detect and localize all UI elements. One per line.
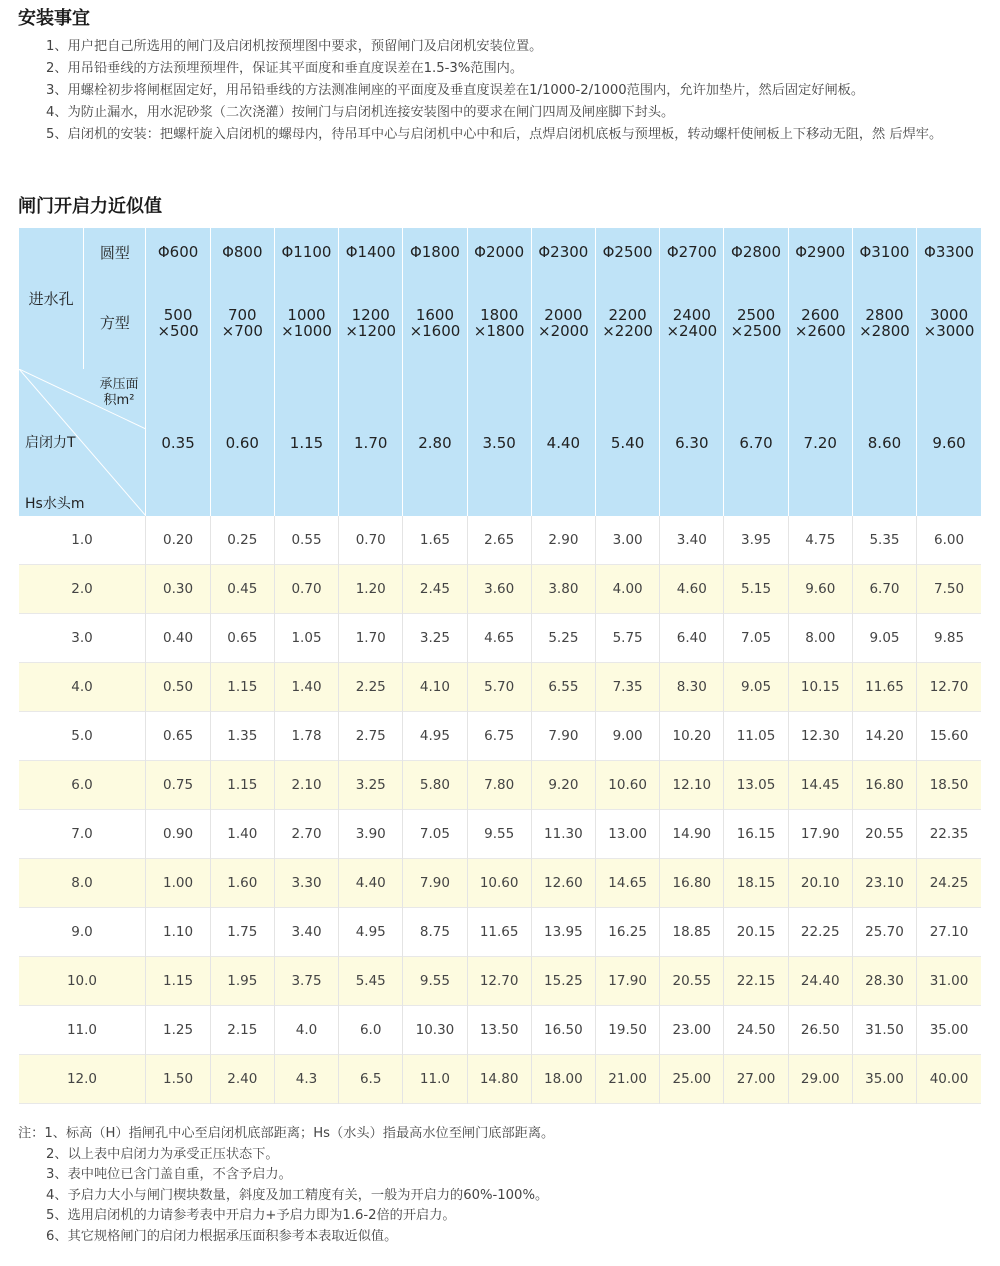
round-size: Φ800: [210, 228, 274, 276]
table-row: [19, 908, 982, 957]
square-size: 2400 ×2400: [660, 276, 724, 369]
force-value: 0.50: [146, 663, 210, 712]
round-size: Φ2300: [531, 228, 595, 276]
round-size: Φ2700: [660, 228, 724, 276]
force-value: 11.0: [403, 1055, 467, 1104]
gate-force-table: [18, 228, 981, 1104]
area-value: 1.70: [339, 369, 403, 516]
area-value: 1.15: [274, 369, 338, 516]
force-value: 5.80: [403, 761, 467, 810]
head-value: 7.0: [19, 810, 146, 859]
force-value: 26.50: [788, 1006, 852, 1055]
force-value: 8.00: [788, 614, 852, 663]
force-value: 9.00: [595, 712, 659, 761]
force-value: 13.95: [531, 908, 595, 957]
force-value: 12.30: [788, 712, 852, 761]
diagonal-corner-cell: [19, 369, 146, 516]
force-value: 14.80: [467, 1055, 531, 1104]
inlet-label: 进水孔: [19, 228, 84, 369]
force-value: 6.75: [467, 712, 531, 761]
force-value: 2.90: [531, 516, 595, 565]
force-value: 40.00: [917, 1055, 981, 1104]
force-value: 15.25: [531, 957, 595, 1006]
table-row: [19, 859, 982, 908]
force-value: 9.55: [467, 810, 531, 859]
square-size: 1000 ×1000: [274, 276, 338, 369]
table-row: [19, 761, 982, 810]
table-title: 闸门开启力近似值: [18, 196, 162, 217]
force-value: 0.75: [146, 761, 210, 810]
force-value: 1.15: [210, 761, 274, 810]
force-value: 10.60: [467, 859, 531, 908]
force-value: 1.15: [146, 957, 210, 1006]
round-size: Φ3100: [852, 228, 916, 276]
header-row-area: [19, 369, 982, 516]
force-value: 4.0: [274, 1006, 338, 1055]
force-value: 14.45: [788, 761, 852, 810]
force-value: 7.90: [531, 712, 595, 761]
install-item-2: 2、用吊铅垂线的方法预埋预埋件，保证其平面度和垂直度误差在1.5-3%范围内。: [46, 61, 524, 76]
area-value: 0.60: [210, 369, 274, 516]
force-value: 1.78: [274, 712, 338, 761]
force-value: 1.40: [274, 663, 338, 712]
force-value: 18.50: [917, 761, 981, 810]
force-value: 4.95: [339, 908, 403, 957]
force-value: 14.65: [595, 859, 659, 908]
force-value: 4.60: [660, 565, 724, 614]
head-value: 6.0: [19, 761, 146, 810]
round-size: Φ1400: [339, 228, 403, 276]
force-value: 1.05: [274, 614, 338, 663]
force-value: 18.15: [724, 859, 788, 908]
force-value: 21.00: [595, 1055, 659, 1104]
head-value: 1.0: [19, 516, 146, 565]
table-row: [19, 565, 982, 614]
table-row: [19, 1055, 982, 1104]
force-value: 1.00: [146, 859, 210, 908]
force-value: 1.70: [339, 614, 403, 663]
head-value: 3.0: [19, 614, 146, 663]
force-value: 0.65: [210, 614, 274, 663]
force-value: 25.00: [660, 1055, 724, 1104]
square-label: 方型: [84, 276, 146, 369]
force-value: 10.20: [660, 712, 724, 761]
square-size: 3000 ×3000: [917, 276, 981, 369]
force-value: 6.00: [917, 516, 981, 565]
square-size: 2600 ×2600: [788, 276, 852, 369]
force-value: 5.75: [595, 614, 659, 663]
force-value: 1.25: [146, 1006, 210, 1055]
force-value: 28.30: [852, 957, 916, 1006]
force-value: 0.90: [146, 810, 210, 859]
force-value: 2.45: [403, 565, 467, 614]
force-value: 8.75: [403, 908, 467, 957]
round-size: Φ2900: [788, 228, 852, 276]
force-value: 17.90: [595, 957, 659, 1006]
force-value: 31.00: [917, 957, 981, 1006]
head-value: 4.0: [19, 663, 146, 712]
force-value: 4.10: [403, 663, 467, 712]
square-size: 2500 ×2500: [724, 276, 788, 369]
install-instructions: [18, 36, 984, 146]
force-value: 0.25: [210, 516, 274, 565]
force-value: 11.30: [531, 810, 595, 859]
force-value: 7.80: [467, 761, 531, 810]
force-label: 启闭力T: [25, 435, 76, 451]
force-value: 16.80: [852, 761, 916, 810]
square-size: 2800 ×2800: [852, 276, 916, 369]
force-value: 12.60: [531, 859, 595, 908]
force-value: 4.00: [595, 565, 659, 614]
table-row: [19, 663, 982, 712]
force-value: 2.75: [339, 712, 403, 761]
head-value: 10.0: [19, 957, 146, 1006]
force-value: 11.05: [724, 712, 788, 761]
force-value: 1.65: [403, 516, 467, 565]
force-value: 5.35: [852, 516, 916, 565]
note-2: 2、以上表中启闭力为承受正压状态下。: [46, 1146, 279, 1162]
round-size: Φ2000: [467, 228, 531, 276]
force-value: 27.10: [917, 908, 981, 957]
force-value: 6.40: [660, 614, 724, 663]
force-value: 14.20: [852, 712, 916, 761]
force-value: 3.75: [274, 957, 338, 1006]
note-1: 注：1、标高（H）指闸孔中心至启闭机底部距离；Hs（水头）指最高水位至闸门底部距离。: [18, 1126, 555, 1141]
area-value: 2.80: [403, 369, 467, 516]
area-value: 8.60: [852, 369, 916, 516]
force-value: 0.70: [274, 565, 338, 614]
square-size: 700 ×700: [210, 276, 274, 369]
force-value: 16.50: [531, 1006, 595, 1055]
force-value: 2.25: [339, 663, 403, 712]
head-value: 5.0: [19, 712, 146, 761]
table-body: [19, 516, 982, 1104]
force-value: 3.25: [403, 614, 467, 663]
force-value: 2.10: [274, 761, 338, 810]
force-value: 9.20: [531, 761, 595, 810]
head-value: 2.0: [19, 565, 146, 614]
force-value: 24.40: [788, 957, 852, 1006]
square-size: 2000 ×2000: [531, 276, 595, 369]
note-5: 5、选用启闭机的力请参考表中开启力+予启力即为1.6-2倍的开启力。: [46, 1208, 456, 1223]
force-value: 4.3: [274, 1055, 338, 1104]
force-value: 3.80: [531, 565, 595, 614]
area-value: 9.60: [917, 369, 981, 516]
round-size: Φ1100: [274, 228, 338, 276]
install-item-5: 5、启闭机的安装：把螺杆旋入启闭机的螺母内，待吊耳中心与启闭机中心中和后，点焊启闭机底板与预埋板，转动螺杆使闸板上下移动无阻，然 后焊牢。: [46, 127, 943, 142]
table-row: [19, 516, 982, 565]
head-value: 8.0: [19, 859, 146, 908]
force-value: 0.55: [274, 516, 338, 565]
head-label: Hs水头m: [25, 496, 85, 512]
force-value: 11.65: [467, 908, 531, 957]
force-value: 9.05: [724, 663, 788, 712]
note-3: 3、表中吨位已含门盖自重，不含予启力。: [46, 1167, 292, 1182]
header-row-round: [19, 228, 982, 276]
force-value: 1.15: [210, 663, 274, 712]
force-value: 22.25: [788, 908, 852, 957]
force-value: 29.00: [788, 1055, 852, 1104]
install-title: 安装事宜: [18, 8, 90, 29]
force-value: 12.70: [467, 957, 531, 1006]
table-row: [19, 957, 982, 1006]
head-value: 12.0: [19, 1055, 146, 1104]
install-item-4: 4、为防止漏水，用水泥砂浆（二次浇灌）按闸门与启闭机连接安装图中的要求在闸门四周及闸座脚下封头。: [46, 105, 675, 120]
force-value: 22.15: [724, 957, 788, 1006]
force-value: 13.05: [724, 761, 788, 810]
install-item-1: 1、用户把自己所选用的闸门及启闭机按预埋图中要求，预留闸门及启闭机安装位置。: [46, 39, 543, 54]
force-value: 0.45: [210, 565, 274, 614]
force-value: 6.70: [852, 565, 916, 614]
force-value: 19.50: [595, 1006, 659, 1055]
force-value: 20.55: [852, 810, 916, 859]
round-label: 圆型: [84, 228, 146, 276]
force-value: 5.15: [724, 565, 788, 614]
head-value: 11.0: [19, 1006, 146, 1055]
force-value: 9.55: [403, 957, 467, 1006]
round-size: Φ2800: [724, 228, 788, 276]
force-value: 24.25: [917, 859, 981, 908]
force-value: 4.40: [339, 859, 403, 908]
area-value: 7.20: [788, 369, 852, 516]
round-size: Φ2500: [595, 228, 659, 276]
force-value: 27.00: [724, 1055, 788, 1104]
force-value: 5.25: [531, 614, 595, 663]
force-value: 16.80: [660, 859, 724, 908]
force-value: 3.00: [595, 516, 659, 565]
force-value: 0.20: [146, 516, 210, 565]
force-value: 6.55: [531, 663, 595, 712]
force-value: 20.15: [724, 908, 788, 957]
force-value: 31.50: [852, 1006, 916, 1055]
notes-block: [18, 1124, 978, 1247]
force-value: 11.65: [852, 663, 916, 712]
force-value: 25.70: [852, 908, 916, 957]
force-value: 20.10: [788, 859, 852, 908]
force-value: 2.70: [274, 810, 338, 859]
table-row: [19, 1006, 982, 1055]
force-value: 4.75: [788, 516, 852, 565]
force-value: 12.10: [660, 761, 724, 810]
force-value: 16.15: [724, 810, 788, 859]
area-value: 6.30: [660, 369, 724, 516]
square-size: 1600 ×1600: [403, 276, 467, 369]
force-value: 1.60: [210, 859, 274, 908]
force-value: 9.60: [788, 565, 852, 614]
force-value: 10.60: [595, 761, 659, 810]
force-value: 1.95: [210, 957, 274, 1006]
force-value: 10.30: [403, 1006, 467, 1055]
force-value: 17.90: [788, 810, 852, 859]
force-value: 3.25: [339, 761, 403, 810]
force-value: 9.05: [852, 614, 916, 663]
force-value: 7.05: [724, 614, 788, 663]
note-6: 6、其它规格闸门的启闭力根据承压面积参考本表取近似值。: [46, 1228, 398, 1244]
force-value: 13.00: [595, 810, 659, 859]
force-value: 3.40: [660, 516, 724, 565]
force-value: 1.50: [146, 1055, 210, 1104]
area-label: 承压面积m²: [99, 377, 139, 408]
force-value: 7.05: [403, 810, 467, 859]
area-value: 3.50: [467, 369, 531, 516]
force-value: 1.35: [210, 712, 274, 761]
force-value: 15.60: [917, 712, 981, 761]
round-size: Φ600: [146, 228, 210, 276]
force-value: 2.15: [210, 1006, 274, 1055]
force-value: 5.70: [467, 663, 531, 712]
round-size: Φ3300: [917, 228, 981, 276]
force-value: 5.45: [339, 957, 403, 1006]
force-value: 6.5: [339, 1055, 403, 1104]
force-value: 35.00: [917, 1006, 981, 1055]
force-value: 0.65: [146, 712, 210, 761]
header-row-square: [19, 276, 982, 369]
table-row: [19, 712, 982, 761]
force-value: 18.85: [660, 908, 724, 957]
area-value: 0.35: [146, 369, 210, 516]
square-size: 500 ×500: [146, 276, 210, 369]
force-value: 1.40: [210, 810, 274, 859]
square-size: 2200 ×2200: [595, 276, 659, 369]
table-row: [19, 614, 982, 663]
force-value: 7.90: [403, 859, 467, 908]
force-value: 0.30: [146, 565, 210, 614]
force-value: 12.70: [917, 663, 981, 712]
force-value: 6.0: [339, 1006, 403, 1055]
force-value: 1.20: [339, 565, 403, 614]
force-value: 1.75: [210, 908, 274, 957]
force-value: 20.55: [660, 957, 724, 1006]
square-size: 1800 ×1800: [467, 276, 531, 369]
note-4: 4、予启力大小与闸门楔块数量，斜度及加工精度有关，一般为开启力的60%-100%。: [46, 1187, 549, 1203]
force-value: 3.95: [724, 516, 788, 565]
square-size: 1200 ×1200: [339, 276, 403, 369]
force-value: 23.10: [852, 859, 916, 908]
force-value: 3.60: [467, 565, 531, 614]
force-value: 2.65: [467, 516, 531, 565]
table-row: [19, 810, 982, 859]
force-value: 13.50: [467, 1006, 531, 1055]
force-value: 4.95: [403, 712, 467, 761]
force-value: 35.00: [852, 1055, 916, 1104]
round-size: Φ1800: [403, 228, 467, 276]
force-value: 0.40: [146, 614, 210, 663]
force-value: 18.00: [531, 1055, 595, 1104]
force-value: 9.85: [917, 614, 981, 663]
area-value: 4.40: [531, 369, 595, 516]
force-value: 16.25: [595, 908, 659, 957]
force-value: 24.50: [724, 1006, 788, 1055]
force-value: 0.70: [339, 516, 403, 565]
force-value: 10.15: [788, 663, 852, 712]
force-value: 14.90: [660, 810, 724, 859]
force-value: 4.65: [467, 614, 531, 663]
force-value: 2.40: [210, 1055, 274, 1104]
force-value: 7.50: [917, 565, 981, 614]
head-value: 9.0: [19, 908, 146, 957]
force-value: 3.90: [339, 810, 403, 859]
area-value: 6.70: [724, 369, 788, 516]
force-value: 7.35: [595, 663, 659, 712]
force-value: 23.00: [660, 1006, 724, 1055]
force-value: 1.10: [146, 908, 210, 957]
force-value: 22.35: [917, 810, 981, 859]
force-value: 8.30: [660, 663, 724, 712]
install-item-3: 3、用螺栓初步将闸框固定好，用吊铅垂线的方法测准闸座的平面度及垂直度误差在1/1000-2/1000范围内，允许加垫片，然后固定好闸板。: [46, 83, 865, 98]
area-value: 5.40: [595, 369, 659, 516]
force-value: 3.40: [274, 908, 338, 957]
force-value: 3.30: [274, 859, 338, 908]
